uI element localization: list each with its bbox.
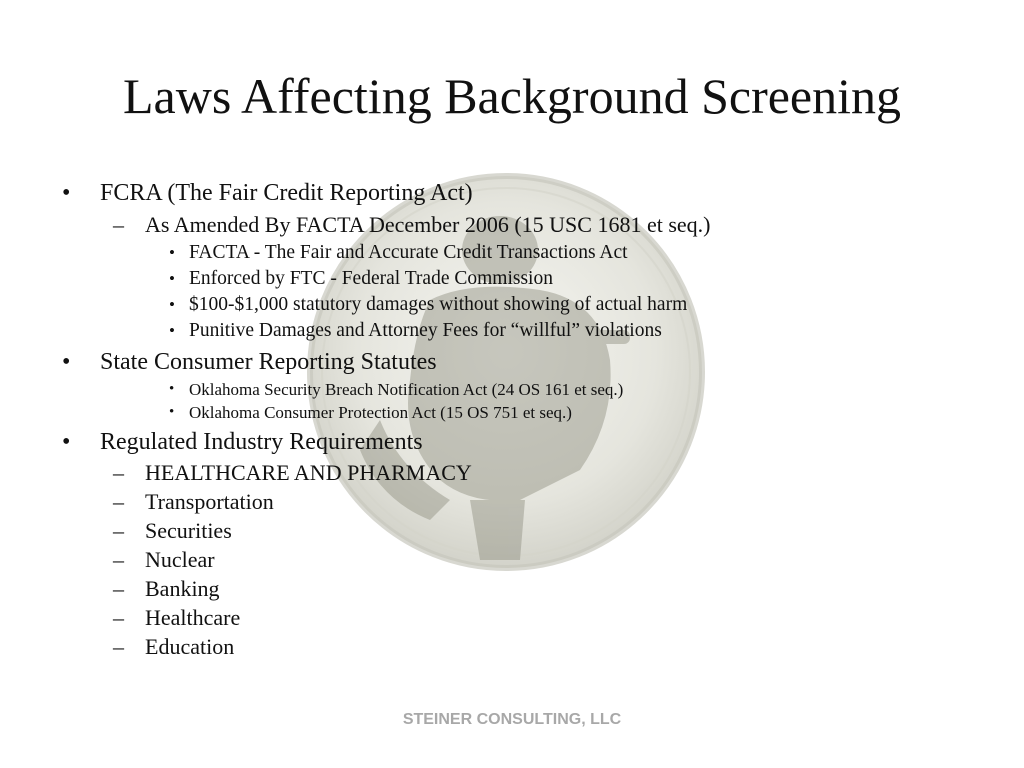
sub-sub-bullet-item	[169, 293, 688, 317]
bullet-text: State Consumer Reporting Statutes	[100, 349, 437, 375]
dash-marker: –	[113, 547, 124, 572]
sub-sub-bullet-item	[169, 319, 662, 343]
sub-bullet-item	[113, 518, 232, 544]
sub-bullet-item	[113, 576, 220, 602]
sub-bullet-text: Healthcare	[145, 605, 241, 630]
dash-marker: –	[113, 605, 124, 630]
sub-sub-bullet-item	[169, 267, 553, 291]
bullet-marker: •	[62, 349, 71, 375]
sub-sub-bullet-text: FACTA - The Fair and Accurate Credit Transactions Act	[189, 242, 628, 263]
bullet-marker: •	[169, 404, 175, 420]
dash-marker: –	[113, 489, 124, 514]
sub-bullet-text: As Amended By FACTA December 2006 (15 USC 1681 et seq.)	[145, 212, 711, 237]
bullet-item	[62, 348, 437, 376]
sub-bullet-text: Education	[145, 634, 235, 659]
bullet-marker: •	[169, 243, 175, 262]
sub-bullet-text: Securities	[145, 518, 232, 543]
bullet-text: FCRA (The Fair Credit Reporting Act)	[100, 180, 473, 206]
sub-sub-bullet-text: $100-$1,000 statutory damages without showing of actual harm	[189, 294, 688, 315]
sub-sub-bullet-text: Enforced by FTC - Federal Trade Commission	[189, 268, 553, 289]
dash-marker: –	[113, 518, 124, 543]
sub-bullet-item	[113, 547, 215, 573]
sub-bullet-item	[113, 605, 241, 631]
bullet-marker: •	[169, 269, 175, 288]
sub-bullet-text: Nuclear	[145, 547, 215, 572]
dash-marker: –	[113, 576, 124, 601]
sub-sub-bullet-text: Oklahoma Security Breach Notification Act (24 OS 161 et seq.)	[189, 380, 624, 399]
slide-title: Laws Affecting Background Screening	[122, 68, 902, 124]
bullet-marker: •	[169, 321, 175, 340]
sub-bullet-item	[113, 489, 274, 515]
sub-bullet-text: HEALTHCARE AND PHARMACY	[145, 460, 472, 485]
dash-marker: –	[113, 460, 124, 485]
sub-sub-bullet-text: Oklahoma Consumer Protection Act (15 OS 751 et seq.)	[189, 403, 572, 422]
bullet-marker: •	[62, 429, 71, 455]
bullet-text: Regulated Industry Requirements	[100, 429, 423, 455]
sub-sub-bullet-item	[169, 241, 628, 265]
sub-bullet-text: Banking	[145, 576, 220, 601]
bullet-marker: •	[62, 180, 71, 206]
bullet-marker: •	[169, 295, 175, 314]
bullet-item	[62, 179, 473, 207]
sub-bullet-item	[113, 212, 711, 238]
sub-bullet-item	[113, 634, 235, 660]
sub-bullet-item	[113, 460, 472, 486]
dash-marker: –	[113, 634, 124, 659]
dash-marker: –	[113, 212, 124, 237]
sub-bullet-text: Transportation	[145, 489, 274, 514]
bullet-marker: •	[169, 381, 175, 397]
sub-sub-bullet-item	[169, 379, 624, 400]
company-footer: STEINER CONSULTING, LLC	[402, 711, 622, 728]
bullet-item	[62, 428, 423, 456]
sub-sub-bullet-item	[169, 402, 572, 423]
sub-sub-bullet-text: Punitive Damages and Attorney Fees for “willful” violations	[189, 320, 662, 341]
